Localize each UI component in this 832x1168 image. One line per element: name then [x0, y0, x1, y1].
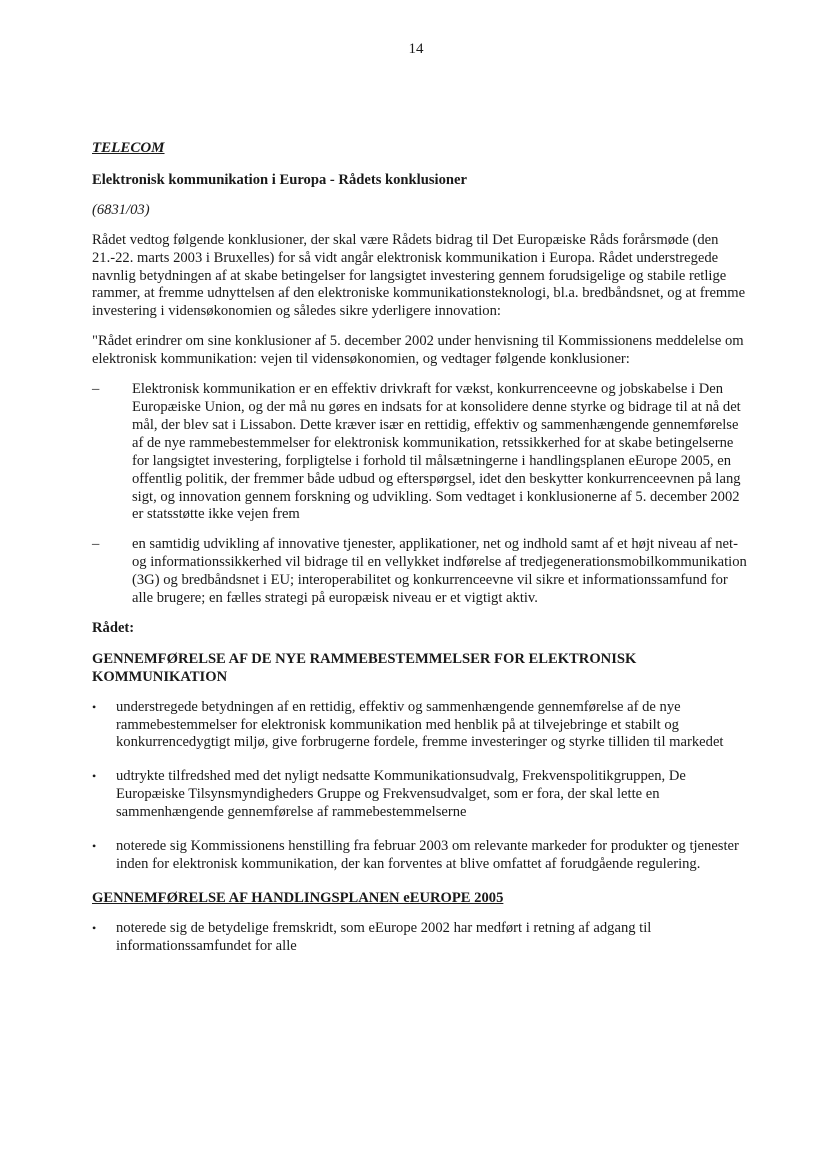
list-item-text: understregede betydningen af en rettidig, effektiv og sammenhængende gennemførelse af de nye rammebestemmelser for elektronisk kommunikation med henblik på at tilvejebringe et stabilt og konkurrencedygtigt miljø, give forbrugerne fordele, fremme investeringer og styrke tilliden til markedet [116, 698, 724, 751]
heading-framework: GENNEMFØRELSE AF DE NYE RAMMEBESTEMMELSER FOR ELEKTRONISK KOMMUNIKATION [92, 650, 637, 685]
list-item-text: noterede sig de betydelige fremskridt, som eEurope 2002 har medført i retning af adgang til informationssamfundet for alle [116, 919, 652, 954]
page-content [92, 140, 747, 972]
list-item [92, 536, 747, 608]
intro-paragraph: Rådet vedtog følgende konklusioner, der skal være Rådets bidrag til Det Europæiske Råds forårsmøde (den 21.-22. marts 2003 i Bruxelles) for så vidt angår elektronisk kommunikation i Europa. Rådet understregede navnlig betydningen af at skabe betingelser for langsigtet investering gennem forudsigelige og stabile retlige rammer, at fremme udnyttelsen af den elektroniske kommunikationsteknologi, bl.a. bredbåndsnet, og at fremme investering i vidensøkonomien og således sikre yderligere innovation: [92, 231, 746, 320]
heading-action-plan-text: GENNEMFØRELSE AF HANDLINGSPLANEN eEUROPE 2005 [92, 889, 504, 906]
bullet-marker: • [92, 839, 97, 854]
bullet-marker: • [92, 920, 97, 935]
list-item [92, 920, 747, 956]
heading-action-plan [92, 890, 747, 908]
bullet-marker: • [92, 769, 97, 784]
subheading: Elektronisk kommunikation i Europa - Rådets konklusioner [92, 171, 467, 188]
framework-bullet-list [92, 699, 747, 874]
list-item [92, 768, 747, 822]
section-title: TELECOM [92, 140, 165, 156]
dash-marker: – [92, 536, 100, 553]
bullet-marker: • [92, 699, 97, 714]
dash-marker: – [92, 381, 100, 398]
list-item [92, 838, 747, 874]
list-item-text: en samtidig udvikling af innovative tjenester, applikationer, net og indhold samt af et højt niveau af net- og informationssikkerhed vil bidrage til en vellykket indførelse af tredjegenerationsmobilkommunikation (3G) og bredbåndsnet i EU; interoperabilitet og konkurrenceevne vil sikre et informationssamfund for alle brugere; en fælles strategi på europæisk niveau er et vigtigt aktiv. [132, 536, 747, 607]
quote-paragraph: "Rådet erindrer om sine konklusioner af 5. december 2002 under henvisning til Kommissionens meddelelse om elektronisk kommunikation: vejen til vidensøkonomien, og vedtager følgende konklusioner: [92, 333, 744, 368]
conclusion-dash-list [92, 381, 747, 608]
council-label: Rådet: [92, 619, 135, 636]
list-item-text: Elektronisk kommunikation er en effektiv drivkraft for vækst, konkurrenceevne og jobskabelse i Den Europæiske Union, og der må nu gøres en indsats for at konsolidere denne styrke og bidrage til at nå det mål, der blev sat i Lissabon. Dette kræver især en rettidig, effektiv og sammenhængende gennemførelse af de nye rammebestemmelser for elektronisk kommunikation, retssikkerhed for at skabe betingelserne for langsigtet investering, forpligtelse i forhold til målsætningerne i handlingsplanen eEurope 2005, en offentlig politik, der fremmer både udbud og efterspørgsel, idet den beskytter konkurrenceevnen på lang sigt, og innovation gennem forskning og udvikling. Som vedtaget i konklusionerne af 5. december 2002 er statsstøtte ikke vejen frem [132, 381, 741, 523]
page-number: 14 [408, 41, 424, 57]
action-plan-bullet-list [92, 920, 747, 956]
list-item [92, 699, 747, 753]
list-item [92, 381, 747, 524]
document-reference: (6831/03) [92, 201, 150, 218]
list-item-text: noterede sig Kommissionens henstilling fra februar 2003 om relevante markeder for produkter og tjenester inden for elektronisk kommunikation, der kan forventes at blive omfattet af forudgående regulering. [116, 838, 739, 872]
list-item-text: udtrykte tilfredshed med det nyligt nedsatte Kommunikationsudvalg, Frekvenspolitikgruppen, De Europæiske Tilsynsmyndigheders Gruppe og Frekvensudvalget, som er fora, der skal lette en sammenhængende gennemførelse af rammebestemmelserne [116, 768, 686, 821]
